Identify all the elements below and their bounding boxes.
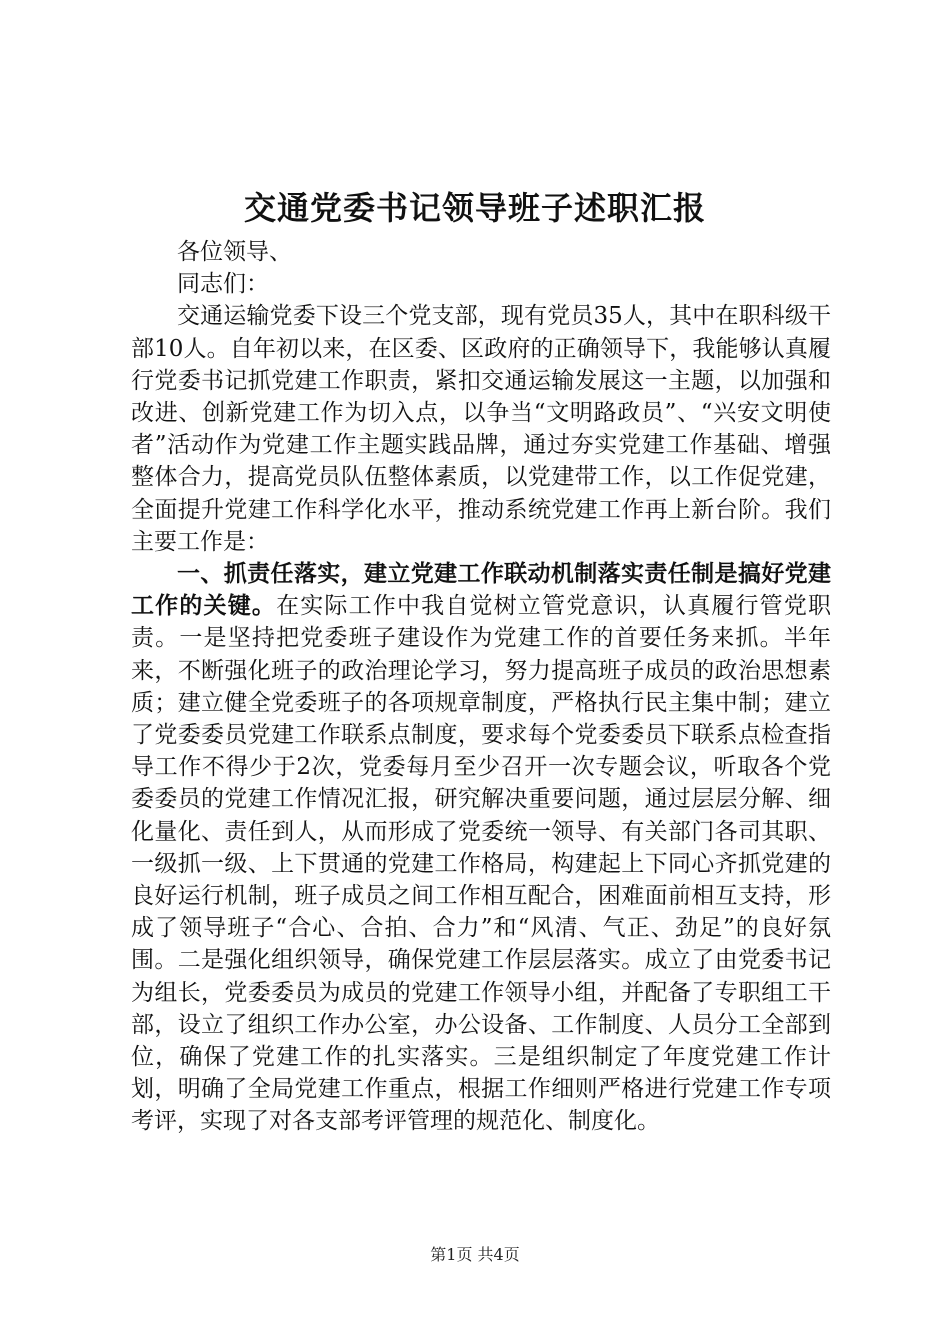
section-1-heading: 一、抓责任落实，建立党建工作联动机制落实责任制是搞好党建工作的关键。	[131, 560, 831, 620]
page-footer: 第1页 共4页	[430, 1245, 520, 1264]
salutation-leaders: 各位领导、	[177, 239, 292, 265]
section-1-paragraph	[131, 558, 831, 1138]
salutation-comrades: 同志们：	[177, 271, 269, 298]
section-1-body: 在实际工作中我自觉树立管党意识，认真履行管党职责。一是坚持把党委班子建设作为党建工作的首要任务来抓。半年来，不断强化班子的政治理论学习，努力提高班子成员的政治思想素质；建立健全党委班子的各项规章制度，严格执行民主集中制；建立了党委委员党建工作联系点制度，要求每个党委委员下联系点检查指导工作不得少于2次，党委每月至少召开一次专题会议，听取各个党委委员的党建工作情况汇报，研究解决重要问题，通过层层分解、细化量化、责任到人，从而形成了党委统一领导、有关部门各司其职、一级抓一级、上下贯通的党建工作格局，构建起上下同心齐抓党建的良好运行机制，班子成员之间工作相互配合，困难面前相互支持，形成了领导班子“合心、合拍、合力”和“风清、气正、劲足”的良好氛围。二是强化组织领导，确保党建工作层层落实。成立了由党委书记为组长，党委委员为成员的党建工作领导小组，并配备了专职组工干部，设立了组织工作办公室，办公设备、工作制度、人员分工全部到位，确保了党建工作的扎实落实。三是组织制定了年度党建工作计划，明确了全局党建工作重点，根据工作细则严格进行党建工作专项考评，实现了对各支部考评管理的规范化、制度化。	[131, 593, 832, 1135]
document-title: 交通党委书记领导班子述职汇报	[243, 189, 706, 227]
document-body	[131, 236, 831, 1138]
intro-paragraph: 交通运输党委下设三个党支部，现有党员35人，其中在职科级干部10人。自年初以来，在区委、区政府的正确领导下，我能够认真履行党委书记抓党建工作职责，紧扣交通运输发展这一主题，以加强和改进、创新党建工作为切入点，以争当“文明路政员”、“兴安文明使者”活动作为党建工作主题实践品牌，通过夯实党建工作基础、增强整体合力，提高党员队伍整体素质，以党建带工作，以工作促党建，全面提升党建工作科学化水平，推动系统党建工作再上新台阶。我们主要工作是：	[131, 303, 831, 555]
